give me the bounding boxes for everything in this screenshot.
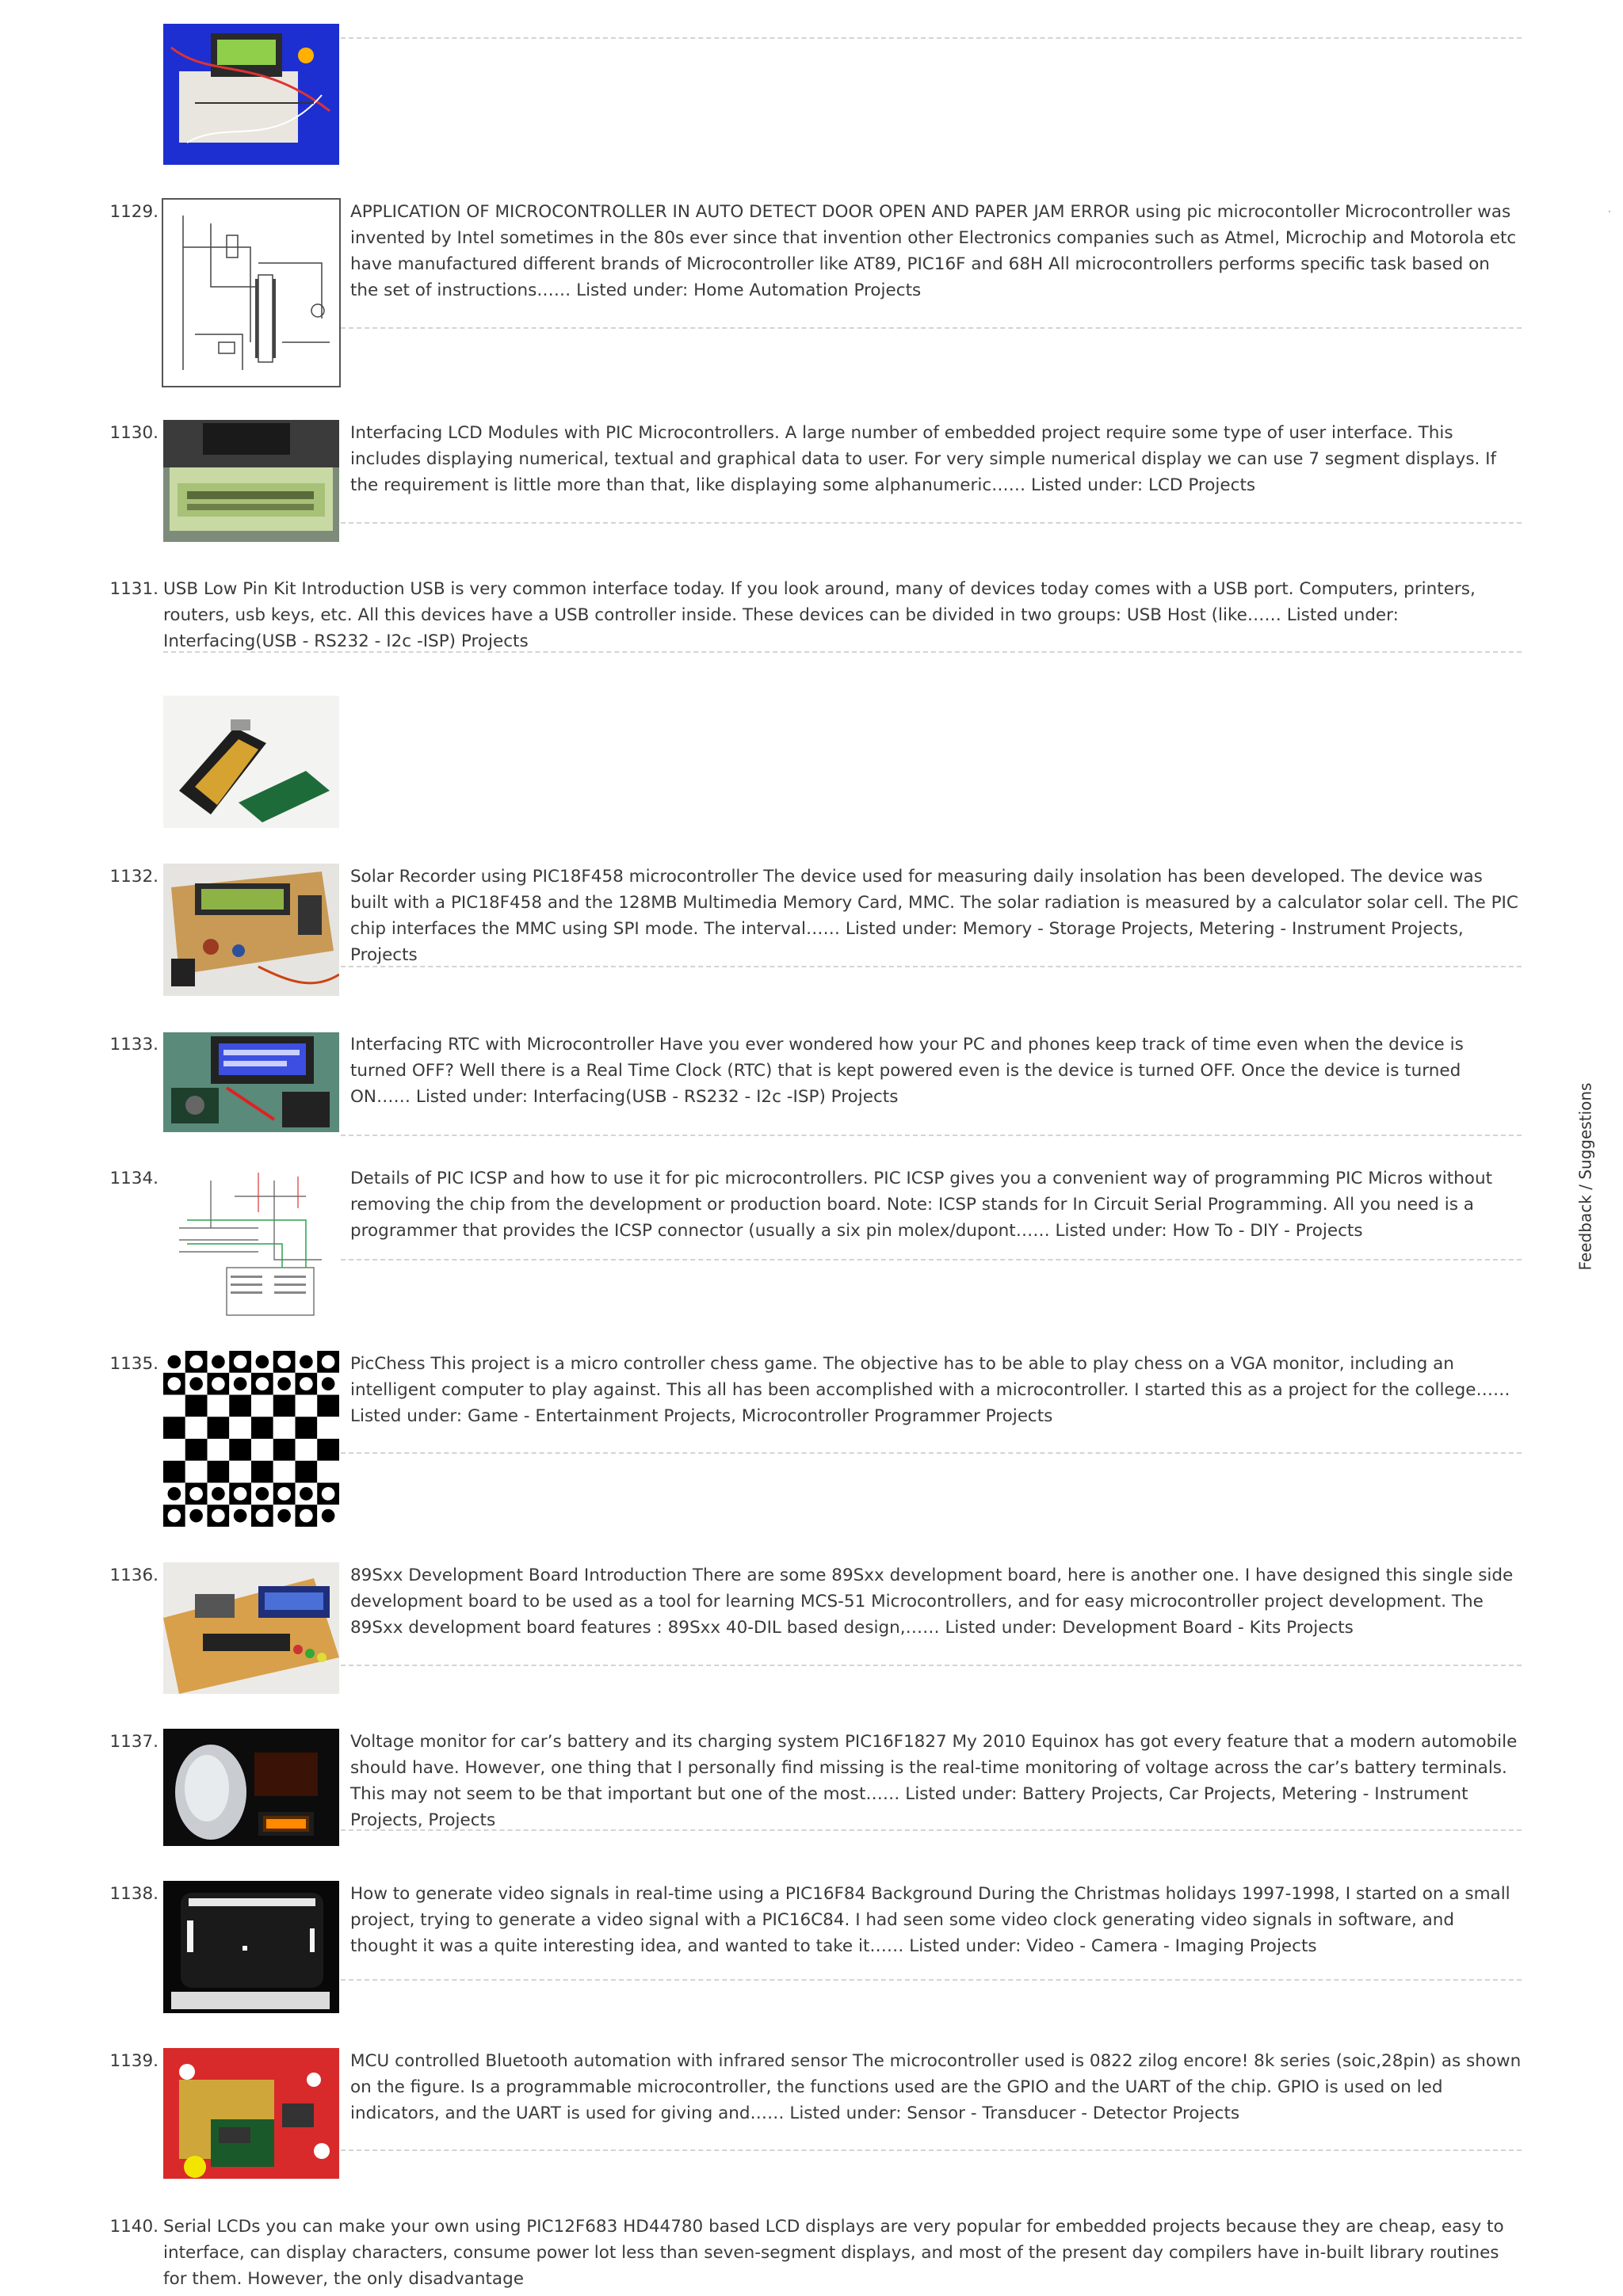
item-number: 1137. bbox=[109, 1732, 158, 1752]
item-number: 1129. bbox=[109, 202, 158, 222]
item-number: 1131. bbox=[109, 579, 158, 599]
item-number: 1134. bbox=[109, 1169, 158, 1188]
item-number: 1135. bbox=[109, 1354, 158, 1374]
project-thumbnail[interactable] bbox=[163, 1032, 339, 1132]
item-number: 1138. bbox=[109, 1884, 158, 1904]
item-number: 1139. bbox=[109, 2051, 158, 2071]
item-description[interactable]: USB Low Pin Kit Introduction USB is very common interface today. If you look around, many of devices today comes with a USB port. Computers, printers, routers, usb keys, etc. All this devices have a USB controller inside. These devices can be divided in two groups: USB Host (like…… Listed under: Interfacing(USB - RS232 - I2c -ISP) Projects bbox=[163, 579, 1476, 651]
project-thumbnail[interactable] bbox=[163, 1729, 339, 1846]
project-thumbnail[interactable] bbox=[163, 1881, 339, 2013]
item-separator bbox=[341, 37, 1522, 39]
item-separator bbox=[341, 1135, 1522, 1136]
item-separator bbox=[341, 1452, 1522, 1454]
item-number: 1130. bbox=[109, 423, 158, 443]
project-thumbnail[interactable] bbox=[163, 420, 339, 542]
project-thumbnail[interactable] bbox=[163, 200, 339, 386]
item-separator bbox=[163, 651, 1522, 653]
project-thumbnail[interactable] bbox=[163, 864, 339, 996]
item-number: 1132. bbox=[109, 867, 158, 887]
feedback-tab-label: Feedback / Suggestions bbox=[1575, 1082, 1595, 1271]
item-description[interactable]: Voltage monitor for car’s battery and its charging system PIC16F1827 My 2010 Equinox has got every feature that a modern automobile should have. However, one thing that I personally find missing is the real-time monitoring of voltage across the car’s battery terminals. This may not seem to be that important but one of the most…… Listed under: Battery Projects, Car Projects, Metering - Instrument Projects, Projects bbox=[350, 1732, 1518, 1830]
item-separator bbox=[341, 522, 1522, 524]
project-thumbnail[interactable] bbox=[163, 1351, 339, 1527]
item-separator bbox=[341, 966, 1522, 967]
item-description[interactable]: APPLICATION OF MICROCONTROLLER IN AUTO DETECT DOOR OPEN AND PAPER JAM ERROR using pic microcontoller Microcontroller was invented by Intel sometimes in the 80s ever since that invention other Electronics companies such as Atmel, Microchip and Motorola etc have manufactured different brands of Microcontroller like AT89, PIC16F and 68H All microcontrollers performs specific task based on the set of instructions…… Listed under: Home Automation Projects bbox=[350, 202, 1517, 300]
item-description[interactable]: 89Sxx Development Board Introduction There are some 89Sxx development board, here is another one. I have designed this single side development board to be used as a tool for learning MCS-51 Microcontrollers, and for easy microcontroller project development. The 89Sxx development board features : 89Sxx 40-DIL based design,…… Listed under: Development Board - Kits Projects bbox=[350, 1566, 1514, 1638]
decorative-dot bbox=[1609, 211, 1610, 212]
project-thumbnail[interactable] bbox=[163, 1165, 339, 1323]
project-thumbnail[interactable] bbox=[163, 24, 339, 165]
item-description[interactable]: PicChess This project is a micro controller chess game. The objective has to be able to play chess on a VGA monitor, including an intelligent computer to play against. This all has been accomplished with a microcontroller. I started this as a project for the college…… Listed under: Game - Entertainment Projects, Microcontroller Programmer Projects bbox=[350, 1354, 1510, 1426]
item-description[interactable]: MCU controlled Bluetooth automation with infrared sensor The microcontroller used is 0822 zilog encore! 8k series (soic,28pin) as shown on the figure. Is a programmable microcontroller, the functions used are the GPIO and the UART of the chip. GPIO is used on led indicators, and the UART is used for giving and…… Listed under: Sensor - Transducer - Detector Projects bbox=[350, 2051, 1522, 2123]
item-description[interactable]: Interfacing RTC with Microcontroller Have you ever wondered how your PC and phones keep track of time even when the device is turned OFF? Well there is a Real Time Clock (RTC) that is kept powered even is the device is turned OFF. Once the device is turned ON…… Listed under: Interfacing(USB - RS232 - I2c -ISP) Projects bbox=[350, 1035, 1464, 1107]
item-number: 1133. bbox=[109, 1035, 158, 1055]
project-thumbnail[interactable] bbox=[163, 696, 339, 828]
item-separator bbox=[341, 1665, 1522, 1666]
item-description[interactable]: Details of PIC ICSP and how to use it for pic microcontrollers. PIC ICSP gives you a convenient way of programming PIC Micros without removing the chip from the development or production board. Note: ICSP stands for In Circuit Serial Programming. All you need is a programmer that provides the ICSP connector (usually a six pin molex/dupont…… Listed under: How To - DIY - Projects bbox=[350, 1169, 1493, 1241]
project-thumbnail[interactable] bbox=[163, 1562, 339, 1694]
feedback-tab[interactable] bbox=[1574, 1082, 1598, 1271]
item-description[interactable]: Solar Recorder using PIC18F458 microcontroller The device used for measuring daily insolation has been developed. The device was built with a PIC18F458 and the 128MB Multimedia Memory Card, MMC. The solar radiation is measured by a calculator solar cell. The PIC chip interfaces the MMC using SPI mode. The interval…… Listed under: Memory - Storage Projects, Metering - Instrument Projects, Projects bbox=[350, 867, 1518, 965]
project-thumbnail[interactable] bbox=[163, 2048, 339, 2179]
item-description[interactable]: Serial LCDs you can make your own using PIC12F683 HD44780 based LCD displays are very popular for embedded projects because they are cheap, easy to interface, can display characters, consume power lot less than seven-segment displays, and most of the present day compilers have in-built library routines for them. However, the only disadvantage bbox=[163, 2217, 1504, 2289]
item-separator bbox=[341, 2149, 1522, 2151]
item-separator bbox=[341, 1829, 1522, 1831]
item-separator bbox=[341, 327, 1522, 329]
item-number: 1136. bbox=[109, 1566, 158, 1585]
item-description[interactable]: How to generate video signals in real-time using a PIC16F84 Background During the Christmas holidays 1997-1998, I started on a small project, trying to generate a video signal with a PIC16C84. I had seen some video clock generating video signals in software, and thought it was a quite interesting idea, and wanted to take it…… Listed under: Video - Camera - Imaging Projects bbox=[350, 1884, 1510, 1956]
item-number: 1140. bbox=[109, 2217, 158, 2237]
item-separator bbox=[341, 1259, 1522, 1261]
item-separator bbox=[341, 1979, 1522, 1981]
item-description[interactable]: Interfacing LCD Modules with PIC Microcontrollers. A large number of embedded project require some type of user interface. This includes displaying numerical, textual and graphical data to user. For very simple numerical display we can use 7 segment displays. If the requirement is little more than that, like displaying some alphanumeric…… Listed under: LCD Projects bbox=[350, 423, 1497, 495]
